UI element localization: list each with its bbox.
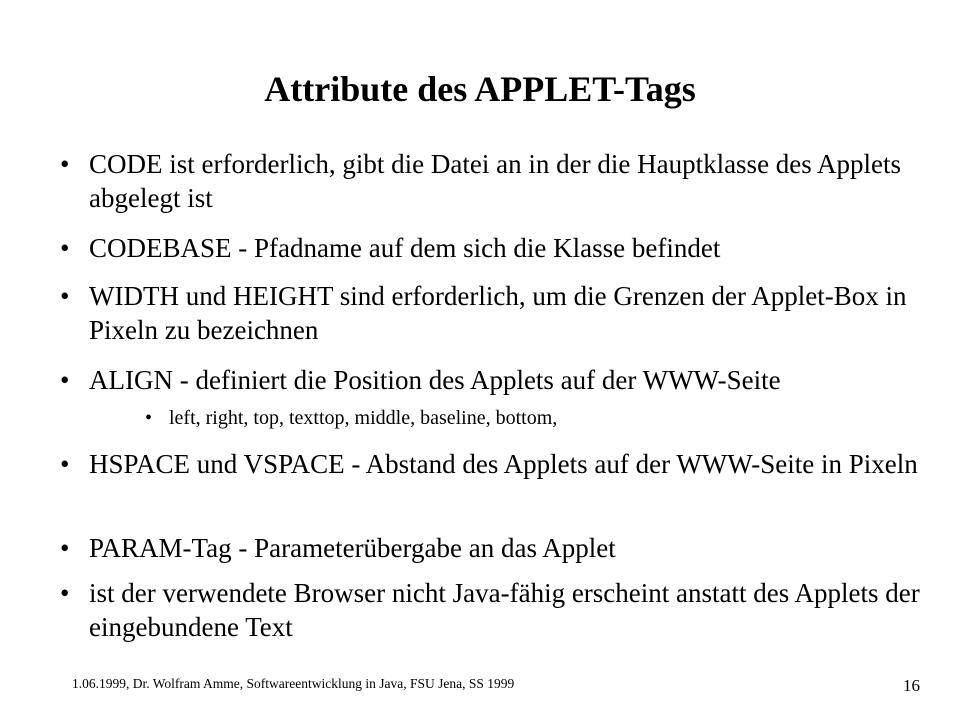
bullet-text: PARAM-Tag - Parameterübergabe an das Applet	[89, 533, 616, 563]
bullet-hspace-vspace	[60, 447, 920, 481]
bullet-text: left, right, top, texttop, middle, baseline, bottom,	[169, 407, 558, 429]
bullet-dot: •	[60, 281, 70, 311]
bullet-text: ALIGN - definiert die Position des Applets auf der WWW-Seite	[89, 365, 781, 395]
bullet-code	[60, 147, 920, 215]
bullet-text: WIDTH und HEIGHT sind erforderlich, um die Grenzen der Applet-Box in Pixeln zu bezeichnen	[89, 281, 907, 345]
page-number: 16	[903, 676, 920, 695]
bullet-dot: •	[60, 149, 70, 179]
bullet-width-height	[60, 279, 920, 347]
bullet-text: ist der verwendete Browser nicht Java-fähig erscheint anstatt des Applets der eingebundene Text	[89, 578, 920, 642]
bullet-codebase	[60, 231, 920, 265]
bullet-text: CODE ist erforderlich, gibt die Datei an in der die Hauptklasse des Applets abgelegt ist	[89, 149, 902, 213]
bullet-dot: •	[60, 365, 70, 395]
slide-title: Attribute des APPLET-Tags	[264, 69, 696, 109]
bullet-dot: •	[60, 233, 70, 263]
sub-bullet-align-values	[145, 405, 905, 431]
bullet-dot: •	[60, 533, 70, 563]
bullet-dot: •	[60, 449, 70, 479]
slide-footer: 1.06.1999, Dr. Wolfram Amme, Softwareentwicklung in Java, FSU Jena, SS 1999	[72, 676, 515, 691]
bullet-text: HSPACE und VSPACE - Abstand des Applets auf der WWW-Seite in Pixeln	[89, 449, 918, 479]
bullet-param-tag	[60, 531, 920, 565]
bullet-dot: •	[145, 407, 153, 429]
bullet-text: CODEBASE - Pfadname auf dem sich die Klasse befindet	[89, 233, 721, 263]
bullet-dot: •	[60, 578, 70, 608]
bullet-align	[60, 363, 920, 397]
bullet-browser-fallback	[60, 576, 920, 644]
